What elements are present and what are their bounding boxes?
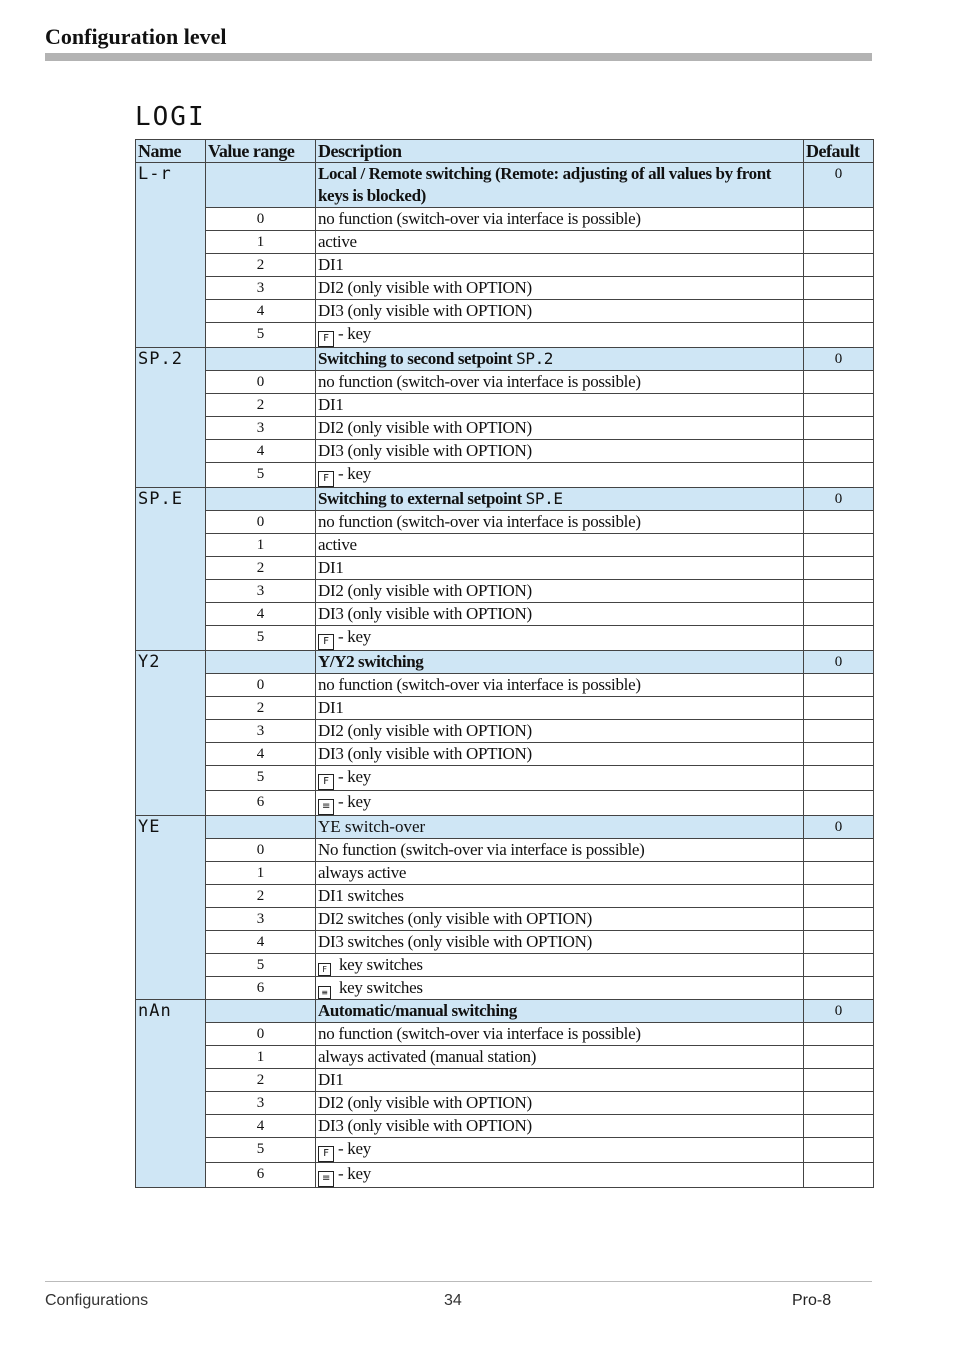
default-cell-empty xyxy=(804,1115,874,1138)
description-cell xyxy=(316,440,804,463)
default-cell-empty xyxy=(804,254,874,277)
default-cell-empty xyxy=(804,603,874,626)
description-cell xyxy=(316,931,804,954)
description-cell xyxy=(316,580,804,603)
value-range-cell: 4 xyxy=(206,440,316,463)
value-range-cell: 2 xyxy=(206,1069,316,1092)
table-row xyxy=(136,511,874,534)
description-cell xyxy=(316,1115,804,1138)
default-cell-empty xyxy=(804,277,874,300)
table-row xyxy=(136,839,874,862)
description-text: DI2 (only visible with OPTION) xyxy=(318,581,532,600)
value-range-cell: 2 xyxy=(206,557,316,580)
value-range-cell: 0 xyxy=(206,511,316,534)
table-row xyxy=(136,371,874,394)
description-cell xyxy=(316,674,804,697)
description-text: - key xyxy=(338,792,371,811)
default-cell-empty xyxy=(804,839,874,862)
description-text: no function (switch-over via interface is possible) xyxy=(318,209,641,228)
parameter-row xyxy=(136,816,874,839)
table-row xyxy=(136,626,874,651)
parameter-range-empty xyxy=(206,816,316,839)
description-text: always active xyxy=(318,863,407,882)
parameter-row xyxy=(136,488,874,511)
description-cell xyxy=(316,1069,804,1092)
section-code: LOGI xyxy=(135,102,206,132)
default-cell-empty xyxy=(804,1023,874,1046)
value-range-cell: 1 xyxy=(206,231,316,254)
table-row xyxy=(136,885,874,908)
default-cell-empty xyxy=(804,1138,874,1163)
description-text: DI2 switches (only visible with OPTION) xyxy=(318,909,592,928)
description-cell xyxy=(316,839,804,862)
description-cell xyxy=(316,1092,804,1115)
value-range-cell: 0 xyxy=(206,1023,316,1046)
value-range-cell: 1 xyxy=(206,862,316,885)
parameter-row xyxy=(136,163,874,208)
parameter-title xyxy=(316,348,804,371)
description-text: always activated (manual station) xyxy=(318,1047,537,1066)
parameter-name: SP.2 xyxy=(136,348,206,488)
description-text: DI1 switches xyxy=(318,886,404,905)
description-cell xyxy=(316,1023,804,1046)
parameter-name: Y2 xyxy=(136,651,206,816)
description-cell xyxy=(316,231,804,254)
description-cell xyxy=(316,511,804,534)
value-range-cell: 5 xyxy=(206,766,316,791)
default-cell-empty xyxy=(804,697,874,720)
parameter-default: 0 xyxy=(804,163,874,208)
table-row xyxy=(136,977,874,1000)
table-row xyxy=(136,954,874,977)
table-row xyxy=(136,254,874,277)
description-cell xyxy=(316,626,804,651)
default-cell-empty xyxy=(804,300,874,323)
parameter-title-text: Automatic/manual switching xyxy=(318,1001,517,1020)
default-cell-empty xyxy=(804,323,874,348)
description-cell xyxy=(316,463,804,488)
description-text: key switches xyxy=(335,955,423,974)
value-range-cell: 2 xyxy=(206,885,316,908)
parameter-range-empty xyxy=(206,1000,316,1023)
description-text: DI3 (only visible with OPTION) xyxy=(318,441,532,460)
table-row xyxy=(136,231,874,254)
table-row xyxy=(136,766,874,791)
page-title: Configuration level xyxy=(45,24,227,49)
value-range-cell: 5 xyxy=(206,1138,316,1163)
parameter-title-code: SP.E xyxy=(525,489,563,508)
parameter-row xyxy=(136,348,874,371)
table-row xyxy=(136,534,874,557)
default-cell-empty xyxy=(804,862,874,885)
table-row xyxy=(136,323,874,348)
default-cell-empty xyxy=(804,977,874,1000)
description-cell xyxy=(316,1138,804,1163)
table-row xyxy=(136,791,874,816)
value-range-cell: 3 xyxy=(206,908,316,931)
description-cell xyxy=(316,557,804,580)
parameter-title-text: Y/Y2 switching xyxy=(318,652,424,671)
auto-manual-key-icon: ≡ xyxy=(318,1171,334,1187)
table-row xyxy=(136,463,874,488)
value-range-cell: 2 xyxy=(206,254,316,277)
description-cell xyxy=(316,791,804,816)
description-text: DI2 (only visible with OPTION) xyxy=(318,1093,532,1112)
description-text: no function (switch-over via interface is possible) xyxy=(318,675,641,694)
table-row xyxy=(136,603,874,626)
description-cell xyxy=(316,323,804,348)
parameter-title xyxy=(316,163,804,208)
description-cell xyxy=(316,743,804,766)
parameter-range-empty xyxy=(206,348,316,371)
table-row xyxy=(136,557,874,580)
heading-divider xyxy=(45,53,872,61)
default-cell-empty xyxy=(804,720,874,743)
table-row xyxy=(136,862,874,885)
parameter-default: 0 xyxy=(804,488,874,511)
description-text: DI1 xyxy=(318,395,344,414)
description-cell xyxy=(316,862,804,885)
f-key-icon: F xyxy=(318,1146,334,1162)
description-text: DI1 xyxy=(318,1070,344,1089)
value-range-cell: 4 xyxy=(206,931,316,954)
default-cell-empty xyxy=(804,931,874,954)
description-text: DI3 (only visible with OPTION) xyxy=(318,604,532,623)
table-row xyxy=(136,300,874,323)
description-text: no function (switch-over via interface is possible) xyxy=(318,372,641,391)
default-cell-empty xyxy=(804,511,874,534)
default-cell-empty xyxy=(804,626,874,651)
value-range-cell: 1 xyxy=(206,534,316,557)
auto-manual-key-icon: ≡ xyxy=(318,986,331,999)
parameter-title xyxy=(316,488,804,511)
f-key-icon: F xyxy=(318,634,334,650)
value-range-cell: 5 xyxy=(206,323,316,348)
description-cell xyxy=(316,766,804,791)
config-table xyxy=(135,139,874,1188)
description-cell xyxy=(316,277,804,300)
description-text: DI2 (only visible with OPTION) xyxy=(318,278,532,297)
description-cell xyxy=(316,534,804,557)
footer-divider xyxy=(45,1281,872,1282)
default-cell-empty xyxy=(804,231,874,254)
description-text: DI3 (only visible with OPTION) xyxy=(318,744,532,763)
table-row xyxy=(136,208,874,231)
default-cell-empty xyxy=(804,580,874,603)
default-cell-empty xyxy=(804,1092,874,1115)
description-cell xyxy=(316,908,804,931)
description-text: DI3 (only visible with OPTION) xyxy=(318,1116,532,1135)
table-header-row xyxy=(136,140,874,163)
page-number: 34 xyxy=(444,1292,462,1309)
description-text: - key xyxy=(338,767,371,786)
default-cell-empty xyxy=(804,885,874,908)
default-cell-empty xyxy=(804,440,874,463)
value-range-cell: 4 xyxy=(206,603,316,626)
description-cell xyxy=(316,394,804,417)
description-cell xyxy=(316,720,804,743)
default-cell-empty xyxy=(804,557,874,580)
description-text: DI2 (only visible with OPTION) xyxy=(318,721,532,740)
parameter-title-text: Switching to external setpoint xyxy=(318,489,522,508)
description-text: no function (switch-over via interface is possible) xyxy=(318,512,641,531)
description-text: - key xyxy=(338,464,371,483)
header-default: Default xyxy=(804,140,874,163)
description-cell xyxy=(316,417,804,440)
value-range-cell: 1 xyxy=(206,1046,316,1069)
table-body xyxy=(136,163,874,1188)
footer-product: Pro-8 xyxy=(792,1292,832,1309)
f-key-icon: F xyxy=(318,331,334,347)
default-cell-empty xyxy=(804,417,874,440)
description-cell xyxy=(316,1163,804,1188)
description-cell xyxy=(316,954,804,977)
default-cell-empty xyxy=(804,1046,874,1069)
value-range-cell: 0 xyxy=(206,371,316,394)
description-text: active xyxy=(318,535,357,554)
parameter-title xyxy=(316,816,804,839)
default-cell-empty xyxy=(804,371,874,394)
default-cell-empty xyxy=(804,908,874,931)
value-range-cell: 3 xyxy=(206,277,316,300)
default-cell-empty xyxy=(804,1069,874,1092)
description-text: key switches xyxy=(335,978,423,997)
table-row xyxy=(136,580,874,603)
parameter-title-text: Switching to second setpoint xyxy=(318,349,513,368)
value-range-cell: 3 xyxy=(206,1092,316,1115)
value-range-cell: 3 xyxy=(206,417,316,440)
value-range-cell: 5 xyxy=(206,626,316,651)
value-range-cell: 6 xyxy=(206,977,316,1000)
table-row xyxy=(136,1138,874,1163)
description-cell xyxy=(316,208,804,231)
parameter-title-text: YE switch-over xyxy=(318,817,426,836)
f-key-icon: F xyxy=(318,963,331,976)
table-row xyxy=(136,1046,874,1069)
description-text: - key xyxy=(338,1164,371,1183)
description-text: DI1 xyxy=(318,558,344,577)
value-range-cell: 0 xyxy=(206,839,316,862)
default-cell-empty xyxy=(804,791,874,816)
value-range-cell: 2 xyxy=(206,697,316,720)
parameter-range-empty xyxy=(206,163,316,208)
parameter-name: nAn xyxy=(136,1000,206,1188)
parameter-default: 0 xyxy=(804,651,874,674)
table-row xyxy=(136,720,874,743)
value-range-cell: 4 xyxy=(206,300,316,323)
description-text: DI1 xyxy=(318,698,344,717)
parameter-title xyxy=(316,651,804,674)
default-cell-empty xyxy=(804,1163,874,1188)
description-text: no function (switch-over via interface is possible) xyxy=(318,1024,641,1043)
table-row xyxy=(136,908,874,931)
parameter-title xyxy=(316,1000,804,1023)
description-cell xyxy=(316,1046,804,1069)
value-range-cell: 4 xyxy=(206,1115,316,1138)
description-cell xyxy=(316,885,804,908)
header-value-range: Value range xyxy=(206,140,316,163)
table-row xyxy=(136,1023,874,1046)
description-text: - key xyxy=(338,1139,371,1158)
header-name: Name xyxy=(136,140,206,163)
table-row xyxy=(136,1115,874,1138)
parameter-name: SP.E xyxy=(136,488,206,651)
value-range-cell: 3 xyxy=(206,580,316,603)
default-cell-empty xyxy=(804,534,874,557)
table-row xyxy=(136,440,874,463)
default-cell-empty xyxy=(804,674,874,697)
parameter-row xyxy=(136,651,874,674)
auto-manual-key-icon: ≡ xyxy=(318,799,334,815)
default-cell-empty xyxy=(804,463,874,488)
description-cell xyxy=(316,371,804,394)
parameter-range-empty xyxy=(206,488,316,511)
default-cell-empty xyxy=(804,766,874,791)
value-range-cell: 2 xyxy=(206,394,316,417)
table-row xyxy=(136,417,874,440)
value-range-cell: 4 xyxy=(206,743,316,766)
value-range-cell: 3 xyxy=(206,720,316,743)
value-range-cell: 5 xyxy=(206,463,316,488)
description-text: No function (switch-over via interface is possible) xyxy=(318,840,645,859)
parameter-name: YE xyxy=(136,816,206,1000)
f-key-icon: F xyxy=(318,774,334,790)
description-cell xyxy=(316,697,804,720)
table-row xyxy=(136,697,874,720)
table-row xyxy=(136,1069,874,1092)
description-cell xyxy=(316,300,804,323)
default-cell-empty xyxy=(804,208,874,231)
footer-section-label: Configurations xyxy=(45,1292,149,1309)
default-cell-empty xyxy=(804,954,874,977)
description-cell xyxy=(316,254,804,277)
table-row xyxy=(136,674,874,697)
value-range-cell: 5 xyxy=(206,954,316,977)
description-text: - key xyxy=(338,627,371,646)
description-text: - key xyxy=(338,324,371,343)
table-row xyxy=(136,931,874,954)
parameter-default: 0 xyxy=(804,816,874,839)
description-text: DI1 xyxy=(318,255,344,274)
table-row xyxy=(136,394,874,417)
value-range-cell: 0 xyxy=(206,674,316,697)
description-text: DI3 (only visible with OPTION) xyxy=(318,301,532,320)
description-text: DI3 switches (only visible with OPTION) xyxy=(318,932,592,951)
parameter-range-empty xyxy=(206,651,316,674)
value-range-cell: 0 xyxy=(206,208,316,231)
description-text: DI2 (only visible with OPTION) xyxy=(318,418,532,437)
default-cell-empty xyxy=(804,394,874,417)
parameter-title-text: Local / Remote switching (Remote: adjusting of all values by front keys is blocked) xyxy=(318,164,772,205)
description-text: active xyxy=(318,232,357,251)
parameter-default: 0 xyxy=(804,348,874,371)
description-cell xyxy=(316,977,804,1000)
value-range-cell: 6 xyxy=(206,1163,316,1188)
parameter-default: 0 xyxy=(804,1000,874,1023)
default-cell-empty xyxy=(804,743,874,766)
table-row xyxy=(136,1163,874,1188)
header-description: Description xyxy=(316,140,804,163)
f-key-icon: F xyxy=(318,471,334,487)
value-range-cell: 6 xyxy=(206,791,316,816)
table-row xyxy=(136,277,874,300)
table-row xyxy=(136,1092,874,1115)
table-row xyxy=(136,743,874,766)
description-cell xyxy=(316,603,804,626)
parameter-title-code: SP.2 xyxy=(516,349,554,368)
parameter-name: L-r xyxy=(136,163,206,348)
parameter-row xyxy=(136,1000,874,1023)
